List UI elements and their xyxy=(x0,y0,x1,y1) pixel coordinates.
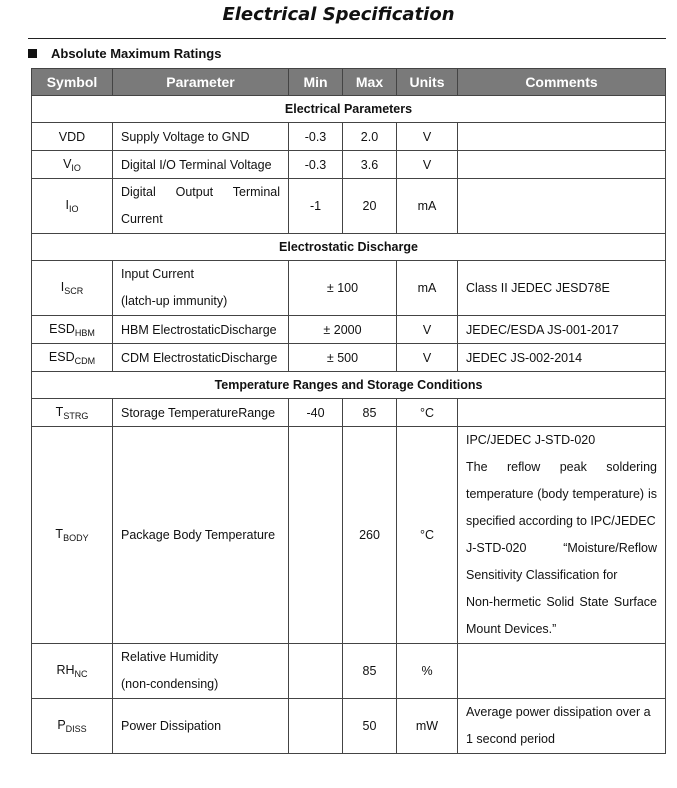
comment-line: Mount Devices.” xyxy=(466,622,557,636)
min-cell: -0.3 xyxy=(289,123,343,151)
max-cell: 2.0 xyxy=(343,123,397,151)
min-cell xyxy=(289,644,343,699)
symbol-base: I xyxy=(65,198,69,212)
comments-cell xyxy=(458,699,666,754)
symbol-subscript: IO xyxy=(68,204,79,214)
symbol-cell xyxy=(32,399,113,427)
symbol-cell xyxy=(32,344,113,372)
symbol-subscript: BODY xyxy=(63,533,89,543)
table-row xyxy=(32,261,666,316)
header-min: Min xyxy=(289,69,343,96)
header-symbol: Symbol xyxy=(32,69,113,96)
symbol-cell xyxy=(32,316,113,344)
comments-cell: JEDEC/ESDA JS-001-2017 xyxy=(458,316,666,344)
symbol-cell xyxy=(32,427,113,644)
table-row xyxy=(32,123,666,151)
symbol-cell xyxy=(32,644,113,699)
symbol-subscript: IO xyxy=(71,162,81,173)
symbol-base: T xyxy=(55,404,64,419)
comments-cell xyxy=(458,151,666,179)
comment-line: temperature (body temperature) is xyxy=(466,487,657,501)
group-row xyxy=(32,234,666,261)
parameter-cell: Package Body Temperature xyxy=(113,427,289,644)
table-row xyxy=(32,316,666,344)
comments-cell xyxy=(458,179,666,234)
comment-line: Non-hermetic Solid State Surface xyxy=(466,595,657,609)
symbol-base: I xyxy=(60,280,65,294)
parameter-line: Relative Humidity xyxy=(121,650,219,664)
section-heading xyxy=(28,46,221,61)
comment-line: J-STD-020 “Moisture/Reflow xyxy=(466,541,657,555)
header-parameter: Parameter xyxy=(113,69,289,96)
parameter-cell xyxy=(113,179,289,234)
comment-line: Sensitivity Classification for xyxy=(466,568,618,582)
title-rule xyxy=(28,38,666,39)
table-row xyxy=(32,399,666,427)
group-row xyxy=(32,96,666,123)
max-cell: 50 xyxy=(343,699,397,754)
parameter-cell: CDM ElectrostaticDischarge xyxy=(113,344,289,372)
min-cell: -1 xyxy=(289,179,343,234)
units-cell: V xyxy=(397,151,458,179)
parameter-cell: Storage TemperatureRange xyxy=(113,399,289,427)
table-row xyxy=(32,179,666,234)
min-max-cell: ± 500 xyxy=(289,344,397,372)
symbol-cell: VDD xyxy=(32,123,113,151)
parameter-line: (latch-up immunity) xyxy=(121,294,228,308)
symbol-cell xyxy=(32,151,113,179)
comment-line: IPC/JEDEC J-STD-020 xyxy=(466,433,596,447)
max-cell: 85 xyxy=(343,399,397,427)
comments-cell: JEDEC JS-002-2014 xyxy=(458,344,666,372)
units-cell: % xyxy=(397,644,458,699)
symbol-cell xyxy=(32,699,113,754)
table-header-row xyxy=(32,69,666,96)
symbol-subscript: SCR xyxy=(64,286,84,296)
units-cell: mA xyxy=(397,179,458,234)
group-temperature-ranges: Temperature Ranges and Storage Conditions xyxy=(32,372,666,399)
symbol-base: P xyxy=(57,718,66,732)
group-electrical-parameters: Electrical Parameters xyxy=(32,96,666,123)
min-cell: -40 xyxy=(289,399,343,427)
symbol-base: ESD xyxy=(49,321,75,336)
header-max: Max xyxy=(343,69,397,96)
units-cell: V xyxy=(397,316,458,344)
group-electrostatic-discharge: Electrostatic Discharge xyxy=(32,234,666,261)
header-comments: Comments xyxy=(458,69,666,96)
symbol-subscript: HBM xyxy=(74,327,95,338)
parameter-line: Digital Output Terminal xyxy=(121,185,280,199)
units-cell: °C xyxy=(397,427,458,644)
comments-cell: Class II JEDEC JESD78E xyxy=(458,261,666,316)
min-max-cell: ± 2000 xyxy=(289,316,397,344)
symbol-subscript: CDM xyxy=(74,355,96,366)
parameter-cell: HBM ElectrostaticDischarge xyxy=(113,316,289,344)
table-row xyxy=(32,427,666,644)
parameter-line: (non-condensing) xyxy=(121,677,219,691)
parameter-cell: Power Dissipation xyxy=(113,699,289,754)
units-cell: °C xyxy=(397,399,458,427)
table-row xyxy=(32,699,666,754)
parameter-cell: Supply Voltage to GND xyxy=(113,123,289,151)
max-cell: 85 xyxy=(343,644,397,699)
table-row xyxy=(32,644,666,699)
comment-line: 1 second period xyxy=(466,732,555,746)
table-row xyxy=(32,151,666,179)
units-cell: mW xyxy=(397,699,458,754)
symbol-base: RH xyxy=(56,663,75,677)
comments-cell xyxy=(458,644,666,699)
units-cell: mA xyxy=(397,261,458,316)
symbol-subscript: NC xyxy=(74,669,88,679)
min-cell xyxy=(289,699,343,754)
group-row xyxy=(32,372,666,399)
parameter-line: Current xyxy=(121,212,163,226)
max-cell: 260 xyxy=(343,427,397,644)
max-cell: 3.6 xyxy=(343,151,397,179)
min-max-cell: ± 100 xyxy=(289,261,397,316)
units-cell: V xyxy=(397,123,458,151)
page-title: Electrical Specification xyxy=(222,4,455,25)
symbol-subscript: STRG xyxy=(63,410,89,421)
min-cell: -0.3 xyxy=(289,151,343,179)
absolute-maximum-ratings-table xyxy=(31,68,666,754)
square-bullet-icon xyxy=(28,49,37,58)
comment-line: Average power dissipation over a xyxy=(466,705,651,719)
comment-line: The reflow peak soldering xyxy=(466,460,657,474)
units-cell: V xyxy=(397,344,458,372)
symbol-subscript: DISS xyxy=(65,724,87,734)
parameter-line: Input Current xyxy=(121,267,194,281)
comments-cell xyxy=(458,399,666,427)
symbol-base: ESD xyxy=(48,349,75,364)
comments-cell xyxy=(458,123,666,151)
symbol-base: T xyxy=(55,527,64,541)
symbol-base: V xyxy=(63,156,72,171)
section-heading-text: Absolute Maximum Ratings xyxy=(51,46,222,61)
header-units: Units xyxy=(397,69,458,96)
symbol-cell xyxy=(32,261,113,316)
symbol-cell xyxy=(32,179,113,234)
max-cell: 20 xyxy=(343,179,397,234)
parameter-cell: Digital I/O Terminal Voltage xyxy=(113,151,289,179)
parameter-cell xyxy=(113,644,289,699)
comment-line: specified according to IPC/JEDEC xyxy=(466,514,656,528)
parameter-cell xyxy=(113,261,289,316)
min-cell xyxy=(289,427,343,644)
comments-cell xyxy=(458,427,666,644)
table-row xyxy=(32,344,666,372)
